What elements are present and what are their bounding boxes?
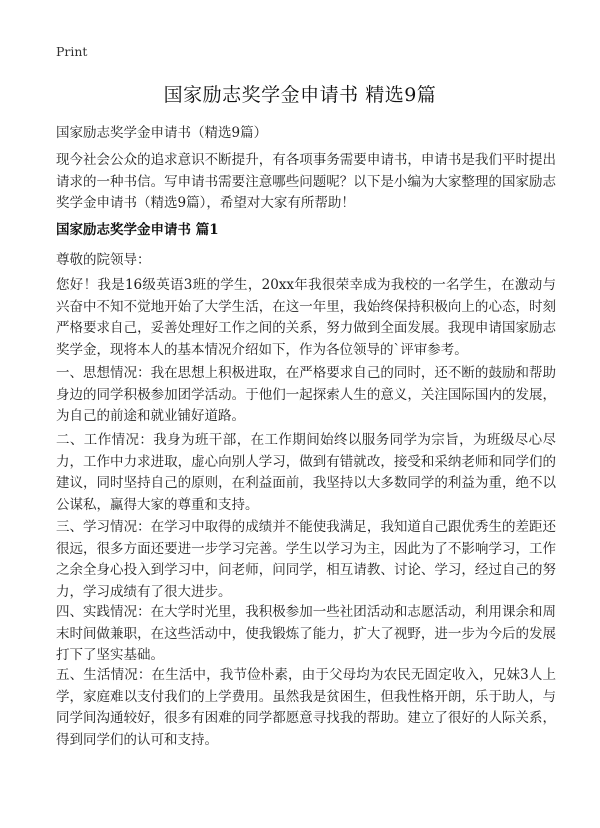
print-link[interactable]: Print bbox=[56, 44, 88, 59]
salutation: 尊敬的院领导： bbox=[56, 252, 151, 268]
body-paragraph-life: 五、生活情况：在生活中，我节俭朴素，由于父母均为农民无固定收入，兄妹3人上学，家庭难以支付我们的上学费用。虽然我是贫困生，但我性格开朗，乐于助人，与同学间沟通较好，很多有困难的同学都愿意寻找我的帮助。建立了很好的人际关系，得到同学们的认可和支持。 bbox=[56, 667, 556, 748]
body-paragraph-practice: 四、实践情况：在大学时光里，我积极参加一些社团活动和志愿活动，利用课余和周末时间做兼职，在这些活动中，使我锻炼了能力，扩大了视野，进一步为今后的发展打下了坚实基础。 bbox=[56, 604, 556, 663]
body-paragraph-work: 二、工作情况：我身为班干部，在工作期间始终以服务同学为宗旨，为班级尽心尽力，工作中力求进取，虚心向别人学习，做到有错就改，接受和采纳老师和同学们的建议，同时坚持自己的原则，在利益面前，我坚持以大多数同学的利益为重，绝不以公谋私，赢得大家的尊重和支持。 bbox=[56, 432, 556, 513]
intro-paragraph: 现今社会公众的追求意识不断提升，有各项事务需要申请书，申请书是我们平时提出请求的一种书信。写申请书需要注意哪些问题呢？以下是小编为大家整理的国家励志奖学金申请书（精选9篇），希望对大家有所帮助！ bbox=[56, 152, 556, 211]
body-paragraph-greeting: 您好！我是16级英语3班的学生，20xx年我很荣幸成为我校的一名学生，在激动与兴奋中不知不觉地开始了大学生活，在这一年里，我始终保持积极向上的心态，时刻严格要求自己，妥善处理好工作之间的关系，努力做到全面发展。我现申请国家励志奖学金，现将本人的基本情况介绍如下，作为各位领导的`评审参考。 bbox=[56, 277, 556, 358]
document-subtitle: 国家励志奖学金申请书（精选9篇） bbox=[56, 125, 268, 141]
body-paragraph-thought: 一、思想情况：我在思想上积极进取，在严格要求自己的同时，还不断的鼓励和帮助身边的同学积极参加团学活动。于他们一起探索人生的意义，关注国际国内的发展，为自己的前途和就业铺好道路。 bbox=[56, 365, 556, 424]
body-paragraph-study: 三、学习情况：在学习中取得的成绩并不能使我满足，我知道自己跟优秀生的差距还很远，很多方面还要进一步学习完善。学生以学习为主，因此为了不影响学习，工作之余全身心投入到学习中，问老师，问同学，相互请教、讨论、学习，经过自己的努力，学习成绩有了很大进步。 bbox=[56, 519, 556, 600]
page-title: 国家励志奖学金申请书 精选9篇 bbox=[163, 84, 437, 106]
section-heading: 国家励志奖学金申请书 篇1 bbox=[56, 222, 219, 238]
